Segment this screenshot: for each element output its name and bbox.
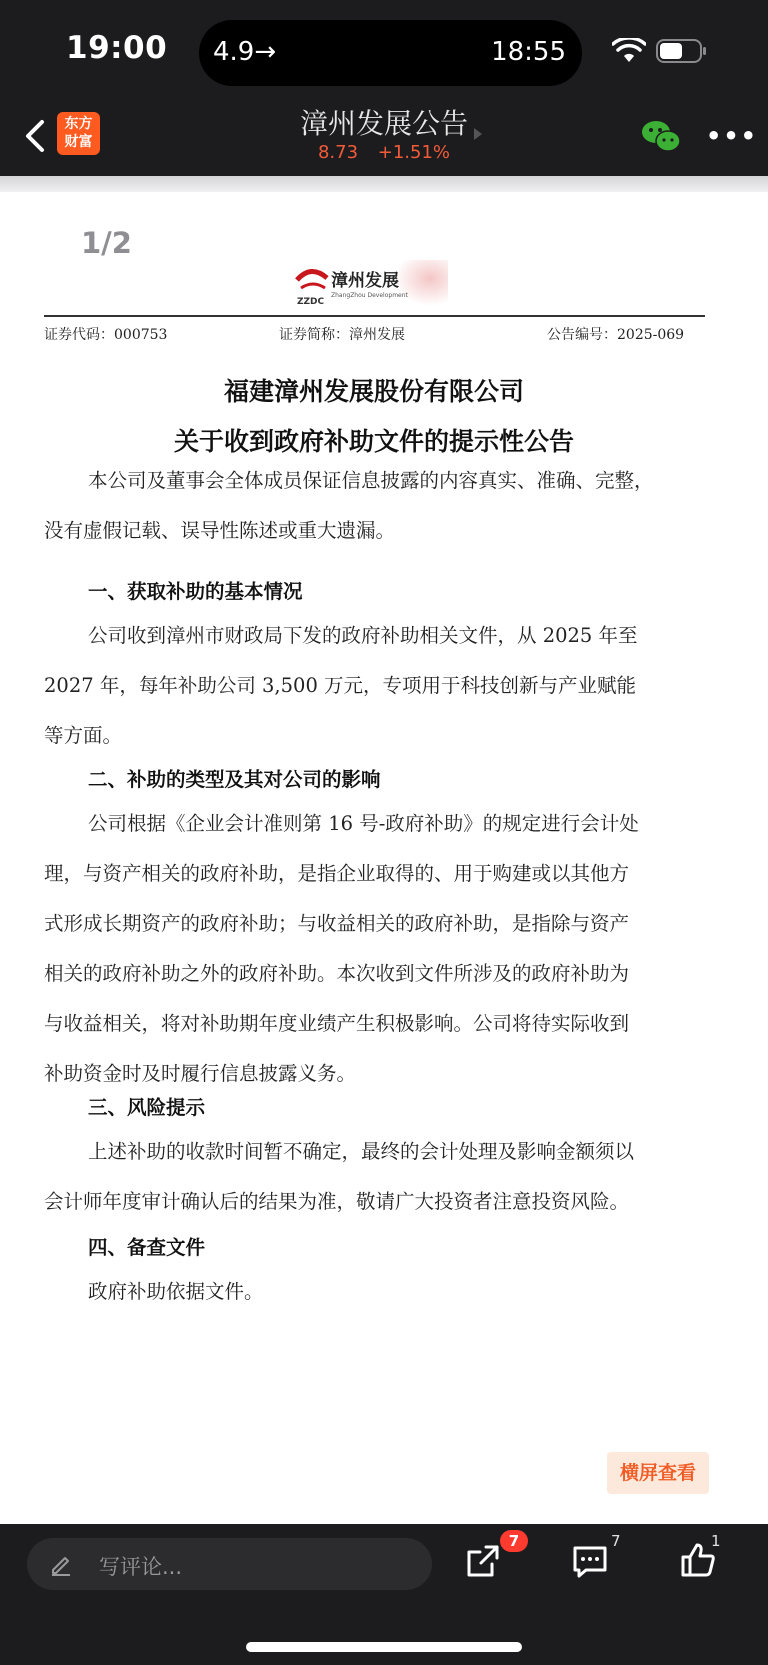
section-heading-2: 二、补助的类型及其对公司的影响 bbox=[88, 768, 381, 791]
page-indicator: 1/2 bbox=[81, 226, 132, 260]
section-4-paragraph bbox=[44, 1267, 707, 1317]
s3-line: 会计师年度审计确认后的结果为准，敬请广大投资者注意投资风险。 bbox=[44, 1190, 630, 1213]
status-time: 19:00 bbox=[66, 30, 168, 66]
logo-sub: ZhangZhou Development bbox=[331, 292, 408, 299]
island-right-text: 18:55 bbox=[491, 37, 566, 67]
home-indicator[interactable] bbox=[246, 1642, 522, 1652]
comment-count: 7 bbox=[611, 1532, 621, 1550]
logo-mark: ZZDC bbox=[297, 297, 325, 307]
doc-title-line1: 福建漳州发展股份有限公司 bbox=[223, 377, 524, 406]
header-divider bbox=[44, 315, 705, 317]
bottom-action-bar bbox=[0, 1524, 768, 1665]
section-2-paragraph bbox=[44, 799, 707, 1099]
dynamic-island[interactable] bbox=[199, 20, 582, 86]
logo-text: 漳州发展 bbox=[331, 271, 399, 291]
intro-paragraph bbox=[44, 456, 707, 556]
wifi-icon bbox=[612, 38, 646, 64]
app-logo-line2: 财富 bbox=[64, 134, 93, 150]
s1-line: 等方面。 bbox=[44, 724, 123, 747]
landscape-view-button[interactable]: 横屏查看 bbox=[607, 1452, 709, 1494]
title-arrow-icon bbox=[474, 128, 482, 140]
pen-icon bbox=[49, 1552, 73, 1576]
message-icon[interactable] bbox=[572, 1544, 608, 1578]
section-heading-3: 三、风险提示 bbox=[88, 1096, 206, 1119]
more-icon[interactable]: ••• bbox=[706, 122, 759, 150]
doc-title-line2: 关于收到政府补助文件的提示性公告 bbox=[173, 427, 574, 456]
app-logo-line1: 东方 bbox=[64, 116, 93, 132]
section-3-paragraph bbox=[44, 1127, 707, 1227]
s1-line: 公司收到漳州市财政局下发的政府补助相关文件，从 2025 年至 bbox=[88, 624, 638, 647]
section-heading-1: 一、获取补助的基本情况 bbox=[88, 580, 303, 603]
securities-abbr: 证券简称：漳州发展 bbox=[279, 327, 405, 343]
company-logo bbox=[293, 260, 453, 308]
comment-placeholder: 写评论... bbox=[99, 1555, 183, 1579]
share-badge: 7 bbox=[500, 1530, 528, 1552]
notice-number: 公告编号：2025-069 bbox=[547, 327, 685, 343]
share-icon[interactable] bbox=[466, 1544, 500, 1578]
s2-line: 与收益相关，将对补助期年度业绩产生积极影响。公司将待实际收到 bbox=[44, 1012, 630, 1035]
battery-icon bbox=[656, 38, 708, 64]
s3-line: 上述补助的收款时间暂不确定，最终的会计处理及影响金额须以 bbox=[88, 1140, 635, 1163]
s2-line: 公司根据《企业会计准则第 16 号-政府补助》的规定进行会计处 bbox=[88, 812, 639, 835]
s1-line: 2027 年，每年补助公司 3,500 万元，专项用于科技创新与产业赋能 bbox=[44, 674, 637, 697]
island-left-text: 4.9→ bbox=[213, 37, 277, 67]
intro-line: 本公司及董事会全体成员保证信息披露的内容真实、准确、完整， bbox=[88, 469, 654, 492]
stock-change: +1.51% bbox=[377, 142, 451, 163]
intro-line: 没有虚假记载、误导性陈述或重大遗漏。 bbox=[44, 519, 396, 542]
section-1-paragraph bbox=[44, 611, 707, 761]
page-title: 漳州发展公告 bbox=[299, 107, 468, 140]
s2-line: 理，与资产相关的政府补助，是指企业取得的、用于购建或以其他方 bbox=[44, 862, 630, 885]
document-top-shadow bbox=[0, 176, 768, 192]
status-bar bbox=[0, 0, 768, 98]
wechat-icon[interactable] bbox=[641, 119, 681, 153]
s2-line: 相关的政府补助之外的政府补助。本次收到文件所涉及的政府补助为 bbox=[44, 962, 630, 985]
like-count: 1 bbox=[711, 1532, 721, 1550]
section-heading-4: 四、备查文件 bbox=[88, 1236, 206, 1259]
stock-price: 8.73 bbox=[317, 142, 359, 163]
s2-line: 补助资金时及时履行信息披露义务。 bbox=[44, 1062, 357, 1085]
securities-code: 证券代码：000753 bbox=[44, 327, 168, 343]
s4-line: 政府补助依据文件。 bbox=[88, 1280, 264, 1303]
nav-bar bbox=[0, 98, 768, 176]
s2-line: 式形成长期资产的政府补助；与收益相关的政府补助，是指除与资产 bbox=[44, 912, 630, 935]
document-viewer[interactable] bbox=[0, 176, 768, 1524]
comment-input[interactable] bbox=[27, 1538, 432, 1590]
